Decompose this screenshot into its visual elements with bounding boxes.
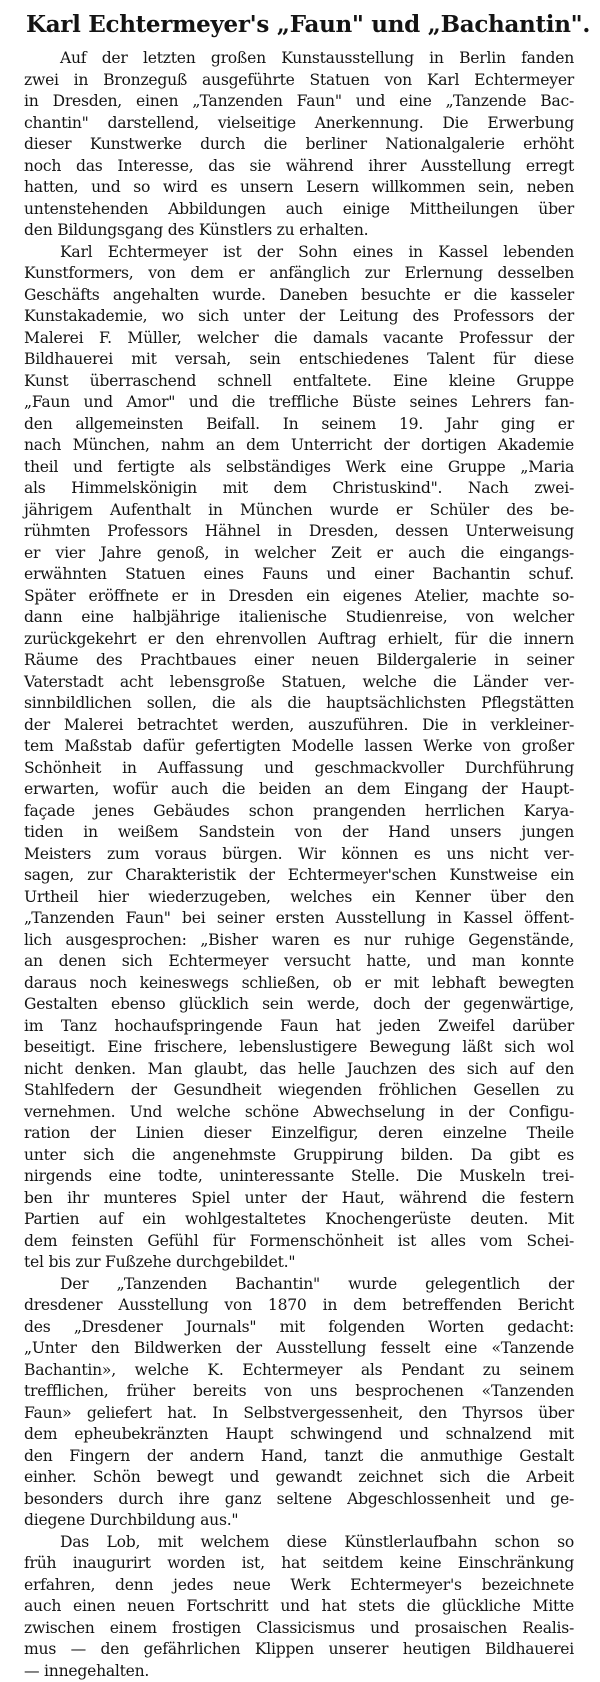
text-line: Faun» geliefert hat. In Selbstvergessenheit, den Thyrsos über <box>24 1403 574 1425</box>
text-line: Geschäfts angehalten wurde. Daneben besuchte er die kasseler <box>24 285 574 307</box>
text-line: tel bis zur Fußzehe durchgebildet." <box>24 1252 574 1274</box>
text-line: tem Maßstab dafür gefertigten Modelle lassen Werke von großer <box>24 736 574 758</box>
text-line: Stahlfedern der Gesundheit wiegenden fröhlichen Gesellen zu <box>24 1080 574 1102</box>
text-line: Gestalten ebenso glücklich sein werde, doch der gegenwärtige, <box>24 994 574 1016</box>
text-line: Räume des Prachtbaues einer neuen Bildergalerie in seiner <box>24 650 574 672</box>
text-line: ration der Linien dieser Einzelfigur, deren einzelne Theile <box>24 1123 574 1145</box>
text-line: nicht denken. Man glaubt, das helle Jauchzen des sich auf den <box>24 1059 574 1081</box>
text-line: façade jenes Gebäudes schon prangenden herrlichen Karya- <box>24 801 574 823</box>
text-line: im Tanz hochaufspringende Faun hat jeden Zweifel darüber <box>24 1016 574 1038</box>
text-line: besonders durch ihre ganz seltene Abgeschlossenheit und ge- <box>24 1489 574 1511</box>
text-line: theil und fertigte als selbständiges Werk eine Gruppe „Maria <box>24 457 574 479</box>
text-line: Karl Echtermeyer ist der Sohn eines in Kassel lebenden <box>24 242 574 264</box>
text-line: dem epheubekränzten Haupt schwingend und schnalzend mit <box>24 1424 574 1446</box>
text-line: hatten, und so wird es unsern Lesern willkommen sein, neben <box>24 177 574 199</box>
text-line: rühmten Professors Hähnel in Dresden, dessen Unterweisung <box>24 521 574 543</box>
text-line: Meisters zum voraus bürgen. Wir können es uns nicht ver- <box>24 844 574 866</box>
text-line: mus — den gefährlichen Klippen unserer heutigen Bildhauerei <box>24 1639 574 1661</box>
text-line: in Dresden, einen „Tanzenden Faun" und eine „Tanzende Bac- <box>24 91 574 113</box>
text-line: jährigem Aufenthalt in München wurde er Schüler des be- <box>24 500 574 522</box>
text-line: Urtheil hier wiederzugeben, welches ein Kenner über den <box>24 887 574 909</box>
text-line: „Faun und Amor" und die treffliche Büste seines Lehrers fan- <box>24 392 574 414</box>
text-line: tiden in weißem Sandstein von der Hand unsers jungen <box>24 822 574 844</box>
text-line: Schönheit in Auffassung und geschmackvoller Durchführung <box>24 758 574 780</box>
text-line: Das Lob, mit welchem diese Künstlerlaufbahn schon so <box>24 1532 574 1554</box>
text-line: „Unter den Bildwerken der Ausstellung fesselt eine «Tanzende <box>24 1338 574 1360</box>
text-line: Kunstakademie, wo sich unter der Leitung des Professors der <box>24 306 574 328</box>
paragraph <box>24 1274 574 1532</box>
text-line: Partien auf ein wohlgestaltetes Knochengerüste deuten. Mit <box>24 1209 574 1231</box>
text-line: auch einen neuen Fortschritt und hat stets die glückliche Mitte <box>24 1596 574 1618</box>
text-line: nach München, nahm an dem Unterricht der dortigen Akademie <box>24 435 574 457</box>
text-line: der Malerei betrachtet werden, auszuführen. Die in verkleiner- <box>24 715 574 737</box>
text-line: Später eröffnete er in Dresden ein eigenes Atelier, machte so- <box>24 586 574 608</box>
text-line: erwähnten Statuen eines Fauns und einer Bachantin schuf. <box>24 564 574 586</box>
text-line: Bachantin», welche K. Echtermeyer als Pendant zu seinem <box>24 1360 574 1382</box>
text-line: Auf der letzten großen Kunstausstellung in Berlin fanden <box>24 48 574 70</box>
text-line: Kunst überraschend schnell entfaltete. Eine kleine Gruppe <box>24 371 574 393</box>
article-title: Karl Echtermeyer's „Faun" und „Bachantin". <box>24 10 574 40</box>
text-line: dann eine halbjährige italienische Studienreise, von welcher <box>24 607 574 629</box>
text-line: Bildhauerei mit versah, sein entschiedenes Talent für diese <box>24 349 574 371</box>
text-line: zwischen einem frostigen Classicismus und prosaischen Realis- <box>24 1618 574 1640</box>
text-line: zurückgekehrt er den ehrenvollen Auftrag erhielt, für die innern <box>24 629 574 651</box>
text-line: unter sich die angenehmste Gruppirung bilden. Da gibt es <box>24 1145 574 1167</box>
text-line: beseitigt. Eine frischere, lebenslustigere Bewegung läßt sich wol <box>24 1037 574 1059</box>
paragraph <box>24 1532 574 1682</box>
text-line: lich ausgesprochen: „Bisher waren es nur ruhige Gegenstände, <box>24 930 574 952</box>
text-line: an denen sich Echtermeyer versucht hatte, und man konnte <box>24 951 574 973</box>
text-line: noch das Interesse, das sie während ihrer Ausstellung erregt <box>24 156 574 178</box>
text-line: dieser Kunstwerke durch die berliner Nationalgalerie erhöht <box>24 134 574 156</box>
text-line: erwarten, wofür auch die beiden an dem Eingang der Haupt- <box>24 779 574 801</box>
text-line: sinnbildlichen sollen, die als die hauptsächlichsten Pflegstätten <box>24 693 574 715</box>
text-line: erfahren, denn jedes neue Werk Echtermeyer's bezeichnete <box>24 1575 574 1597</box>
text-line: ben ihr munteres Spiel unter der Haut, während die festern <box>24 1188 574 1210</box>
text-line: untenstehenden Abbildungen auch einige Mittheilungen über <box>24 199 574 221</box>
text-line: dem feinsten Gefühl für Formenschönheit ist alles vom Schei- <box>24 1231 574 1253</box>
paragraph <box>24 242 574 1274</box>
text-line: vernehmen. Und welche schöne Abwechselung in der Configu- <box>24 1102 574 1124</box>
article-body <box>24 48 574 1682</box>
text-line: er vier Jahre genoß, in welcher Zeit er auch die eingangs- <box>24 543 574 565</box>
text-line: den allgemeinsten Beifall. In seinem 19. Jahr ging er <box>24 414 574 436</box>
paragraph <box>24 48 574 242</box>
text-line: den Bildungsgang des Künstlers zu erhalten. <box>24 220 574 242</box>
text-line: Malerei F. Müller, welcher die damals vacante Professur der <box>24 328 574 350</box>
text-line: daraus noch keineswegs schließen, ob er mit lebhaft bewegten <box>24 973 574 995</box>
text-line: Der „Tanzenden Bachantin" wurde gelegentlich der <box>24 1274 574 1296</box>
text-line: Kunstformers, von dem er anfänglich zur Erlernung desselben <box>24 263 574 285</box>
text-line: sagen, zur Charakteristik der Echtermeyer'schen Kunstweise ein <box>24 865 574 887</box>
text-line: einher. Schön bewegt und gewandt zeichnet sich die Arbeit <box>24 1467 574 1489</box>
text-line: diegene Durchbildung aus." <box>24 1510 574 1532</box>
text-line: trefflichen, früher bereits von uns besprochenen «Tanzenden <box>24 1381 574 1403</box>
text-line: — innegehalten. <box>24 1661 574 1682</box>
text-line: früh inaugurirt worden ist, hat seitdem keine Einschränkung <box>24 1553 574 1575</box>
text-line: als Himmelskönigin mit dem Christuskind". Nach zwei- <box>24 478 574 500</box>
text-line: nirgends eine todte, uninteressante Stelle. Die Muskeln trei- <box>24 1166 574 1188</box>
text-line: den Fingern der andern Hand, tanzt die anmuthige Gestalt <box>24 1446 574 1468</box>
text-line: Vaterstadt acht lebensgroße Statuen, welche die Länder ver- <box>24 672 574 694</box>
text-line: „Tanzenden Faun" bei seiner ersten Ausstellung in Kassel öffent- <box>24 908 574 930</box>
text-line: dresdener Ausstellung von 1870 in dem betreffenden Bericht <box>24 1295 574 1317</box>
text-line: zwei in Bronzeguß ausgeführte Statuen von Karl Echtermeyer <box>24 70 574 92</box>
text-line: des „Dresdener Journals" mit folgenden Worten gedacht: <box>24 1317 574 1339</box>
text-line: chantin" darstellend, vielseitige Anerkennung. Die Erwerbung <box>24 113 574 135</box>
